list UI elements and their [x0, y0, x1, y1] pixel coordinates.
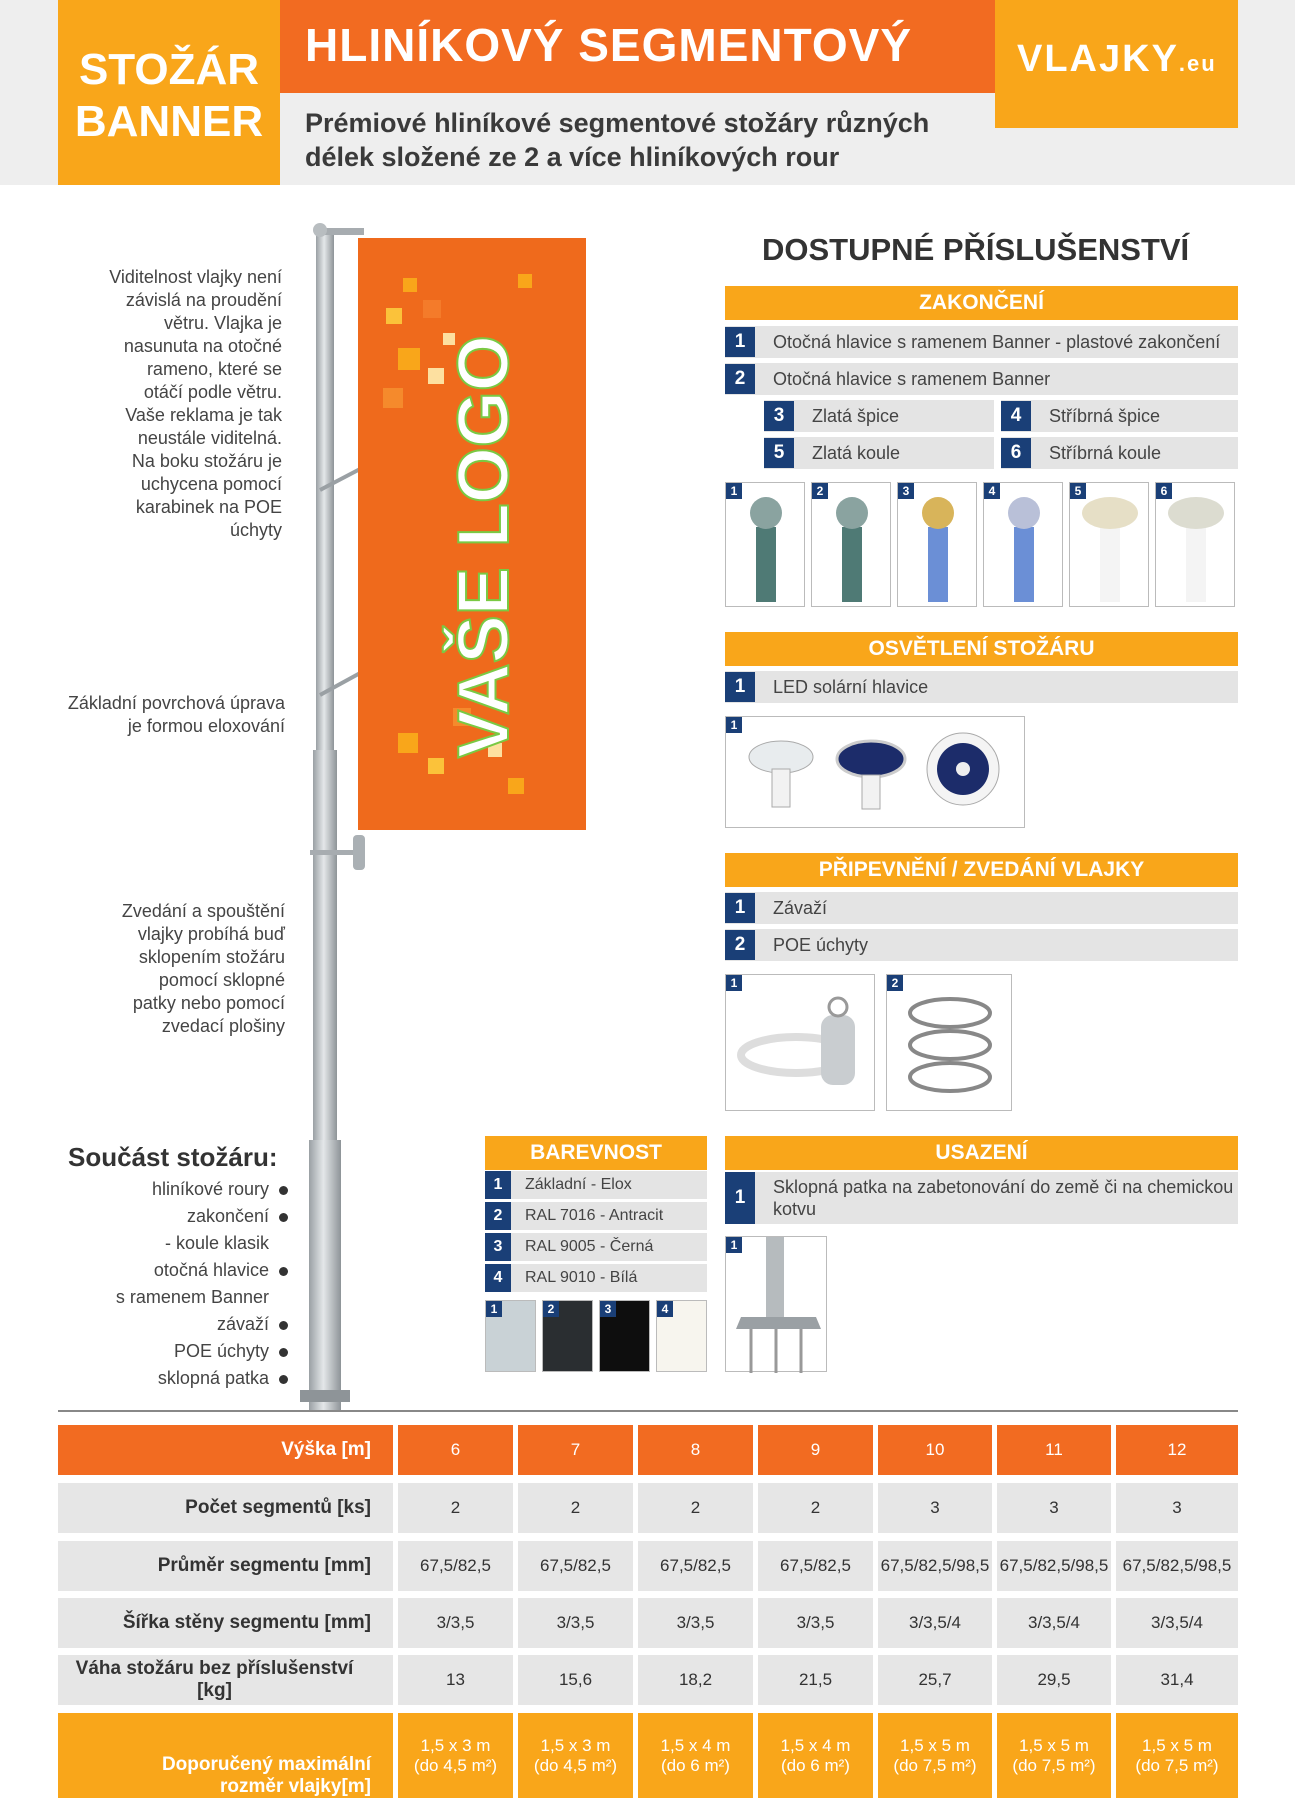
item-label: RAL 9010 - Bílá [525, 1269, 638, 1286]
item-number: 2 [485, 1202, 511, 1230]
bullet-icon [279, 1267, 288, 1276]
zakonceni-item-1 [725, 326, 1238, 358]
item-number: 2 [725, 364, 755, 394]
barevnost-header: BAREVNOST [485, 1136, 707, 1170]
color-swatch-2 [542, 1300, 593, 1372]
parts-item-label: zakončení [186, 1206, 269, 1226]
table-cell: 3/3,5 [758, 1598, 873, 1648]
thumb-number: 4 [657, 1301, 673, 1317]
color-swatch-4 [656, 1300, 707, 1372]
note-line: úchyty [229, 520, 282, 540]
table-header-height: 6 [398, 1425, 513, 1475]
thumb-number: 5 [1070, 483, 1086, 499]
finial-thumb-4 [983, 482, 1063, 607]
parts-item [60, 1257, 288, 1284]
table-cell-flagsize [638, 1713, 753, 1798]
bullet-icon [279, 1213, 288, 1222]
table-cell: 3/3,5 [398, 1598, 513, 1648]
barevnost-item-3 [485, 1233, 707, 1261]
parts-item-label: POE úchyty [173, 1341, 269, 1361]
finial-icon [984, 483, 1064, 608]
table-cell: 67,5/82,5 [758, 1541, 873, 1591]
thumb-number: 2 [887, 975, 903, 991]
led-thumbnail [725, 716, 1025, 828]
flag-size: 1,5 x 5 m [1142, 1735, 1212, 1755]
note-line: Viditelnost vlajky není [109, 267, 282, 287]
zakonceni-header: ZAKONČENÍ [725, 286, 1238, 320]
item-label: RAL 9005 - Černá [525, 1238, 654, 1255]
color-swatch-3 [599, 1300, 650, 1372]
pole-finial [313, 223, 327, 237]
item-number: 1 [725, 1172, 755, 1224]
item-number: 1 [725, 893, 755, 923]
flag-area: (do 7,5 m²) [1135, 1755, 1219, 1775]
weight-thumbnail [725, 974, 875, 1111]
item-number: 1 [725, 327, 755, 357]
item-number: 4 [485, 1264, 511, 1292]
flag-size: 1,5 x 4 m [660, 1735, 731, 1755]
finial-thumb-3 [897, 482, 977, 607]
note-line: závislá na proudění [125, 290, 282, 310]
color-swatches [485, 1300, 707, 1372]
table-cell-flagsize [1116, 1713, 1238, 1798]
divider [58, 1410, 1238, 1412]
thumb-number: 3 [898, 483, 914, 499]
thumb-number: 4 [984, 483, 1000, 499]
note-line: neustále viditelná. [137, 428, 282, 448]
finial-thumb-1 [725, 482, 805, 607]
item-label: Základní - Elox [525, 1176, 632, 1193]
parts-item [60, 1311, 288, 1338]
subtitle-line2: délek složené ze 2 a více hliníkových rour [305, 142, 840, 172]
zakonceni-item-6 [1001, 437, 1238, 469]
note-line: otáčí podle větru. [143, 382, 282, 402]
parts-item [60, 1203, 288, 1230]
parts-item-label: sklopná patka [157, 1368, 269, 1388]
pole-lower-segment [309, 1140, 341, 1410]
parts-item-label: otočná hlavice [153, 1260, 269, 1280]
finial-thumb-6 [1155, 482, 1235, 607]
flag-area: (do 4,5 m²) [413, 1755, 498, 1775]
pole-base [300, 1390, 350, 1402]
table-cell: 67,5/82,5/98,5 [1116, 1541, 1238, 1591]
flag-size: 1,5 x 5 m [900, 1735, 970, 1755]
bullet-icon [279, 1321, 288, 1330]
table-cell: 13 [398, 1655, 513, 1705]
table-cell-flagsize [398, 1713, 513, 1798]
item-label: Stříbrná špice [1049, 405, 1161, 426]
label-line2: rozměr vlajky[m] [219, 1776, 371, 1797]
table-cell: 18,2 [638, 1655, 753, 1705]
note-finish [40, 692, 285, 738]
table-cell: 3/3,5/4 [997, 1598, 1111, 1648]
thumb-number: 1 [726, 975, 742, 991]
flag-size: 1,5 x 3 m [420, 1735, 491, 1755]
table-cell: 67,5/82,5/98,5 [997, 1541, 1111, 1591]
bullet-icon [279, 1375, 288, 1384]
zakonceni-item-4 [1001, 400, 1238, 432]
finial-icon [726, 483, 806, 608]
flag-size: 1,5 x 5 m [1019, 1735, 1089, 1755]
accessories-title: DOSTUPNÉ PŘÍSLUŠENSTVÍ [762, 232, 1190, 267]
parts-item-label: závaží [216, 1314, 269, 1334]
finial-icon [812, 483, 892, 608]
note-visibility [60, 266, 282, 542]
item-label: LED solární hlavice [773, 676, 929, 697]
finial-icon [1070, 483, 1150, 608]
page-subtitle [305, 106, 929, 174]
item-number: 2 [725, 930, 755, 960]
note-line: Základní povrchová úprava [67, 693, 285, 713]
zakonceni-item-3 [764, 400, 994, 432]
parts-item-label: hliníkové roury [151, 1179, 269, 1199]
note-line: Na boku stožáru je [131, 451, 282, 471]
flag-text: VAŠE LOGO [444, 335, 524, 758]
flag-area: (do 4,5 m²) [533, 1755, 618, 1775]
note-line: Zvedání a spouštění [121, 901, 285, 921]
item-label: Zlatá špice [812, 405, 900, 426]
item-label: Otočná hlavice s ramenem Banner - plastové zakončení [773, 331, 1221, 352]
bullet-icon [279, 1186, 288, 1195]
specs-table [58, 1425, 1238, 1800]
parts-list [60, 1176, 288, 1392]
table-row-label: Šířka stěny segmentu [mm] [58, 1598, 393, 1648]
table-row-label: Průměr segmentu [mm] [58, 1541, 393, 1591]
parts-item [60, 1230, 288, 1257]
thumb-number: 1 [486, 1301, 502, 1317]
pripevneni-header: PŘIPEVNĚNÍ / ZVEDÁNÍ VLAJKY [725, 853, 1238, 887]
note-line: karabinek na POE [135, 497, 282, 517]
item-number: 4 [1001, 401, 1031, 431]
item-number: 3 [764, 401, 794, 431]
table-cell-flagsize [758, 1713, 873, 1798]
hinged-base-icon [726, 1237, 828, 1373]
zakonceni-item-5 [764, 437, 994, 469]
product-type-line1: STOŽÁR [78, 45, 260, 94]
parts-item-label: s ramenem Banner [115, 1287, 269, 1307]
table-cell: 3 [997, 1483, 1111, 1533]
table-cell: 25,7 [878, 1655, 992, 1705]
table-cell: 2 [638, 1483, 753, 1533]
barevnost-item-2 [485, 1202, 707, 1230]
pripevneni-item-1 [725, 892, 1238, 924]
parts-item [60, 1176, 288, 1203]
table-cell: 67,5/82,5 [518, 1541, 633, 1591]
table-cell: 67,5/82,5 [398, 1541, 513, 1591]
table-cell: 15,6 [518, 1655, 633, 1705]
table-cell-flagsize [878, 1713, 992, 1798]
table-header-height: 9 [758, 1425, 873, 1475]
note-line: sklopením stožáru [138, 947, 285, 967]
thumb-number: 6 [1156, 483, 1172, 499]
item-number: 6 [1001, 438, 1031, 468]
note-line: nasunuta na otočné [123, 336, 282, 356]
flag-size: 1,5 x 4 m [780, 1735, 851, 1755]
zakonceni-item-2 [725, 363, 1238, 395]
flag-area: (do 7,5 m²) [1012, 1755, 1096, 1775]
note-line: Vaše reklama je tak [125, 405, 282, 425]
table-row-label: Váha stožáru bez příslušenství [kg] [58, 1655, 393, 1705]
note-line: uchycena pomocí [140, 474, 282, 494]
flag-size: 1,5 x 3 m [540, 1735, 611, 1755]
parts-item [60, 1338, 288, 1365]
pripevneni-item-2 [725, 929, 1238, 961]
flag-area: (do 7,5 m²) [893, 1755, 977, 1775]
table-cell-flagsize [997, 1713, 1111, 1798]
table-cell: 3/3,5/4 [878, 1598, 992, 1648]
poe-rings-icon [887, 975, 1013, 1112]
finial-thumb-2 [811, 482, 891, 607]
note-line: větru. Vlajka je [163, 313, 282, 333]
item-number: 1 [725, 672, 755, 702]
table-cell: 2 [758, 1483, 873, 1533]
note-line: zvedací plošiny [161, 1016, 285, 1036]
osvetleni-header: OSVĚTLENÍ STOŽÁRU [725, 632, 1238, 666]
bullet-icon [279, 1348, 288, 1357]
table-header-height: 7 [518, 1425, 633, 1475]
brand-logo [995, 0, 1238, 128]
table-cell: 3/3,5 [638, 1598, 753, 1648]
logo-suffix: .eu [1178, 51, 1217, 76]
table-cell: 31,4 [1116, 1655, 1238, 1705]
pole-middle-segment [313, 750, 337, 1190]
poe-thumbnail [886, 974, 1012, 1111]
thumb-number: 3 [600, 1301, 616, 1317]
item-label: Otočná hlavice s ramenem Banner [773, 368, 1051, 389]
parts-item-label: - koule klasik [164, 1233, 269, 1253]
thumb-number: 1 [726, 483, 742, 499]
parts-item [60, 1284, 288, 1311]
item-number: 3 [485, 1233, 511, 1261]
table-header-height: 12 [1116, 1425, 1238, 1475]
weight-icon [726, 975, 876, 1112]
note-line: patky nebo pomocí [132, 993, 285, 1013]
thumb-number: 1 [726, 717, 742, 733]
table-cell: 29,5 [997, 1655, 1111, 1705]
table-cell: 3/3,5 [518, 1598, 633, 1648]
weight-arm [310, 850, 354, 855]
note-line: pomocí sklopné [158, 970, 285, 990]
table-header-label: Výška [m] [58, 1425, 393, 1475]
table-cell: 3 [878, 1483, 992, 1533]
table-cell: 3 [1116, 1483, 1238, 1533]
parts-title: Součást stožáru: [68, 1142, 278, 1172]
item-label: RAL 7016 - Antracit [525, 1207, 664, 1224]
table-cell: 67,5/82,5 [638, 1541, 753, 1591]
color-swatch-1 [485, 1300, 536, 1372]
osvetleni-item-1 [725, 671, 1238, 703]
subtitle-line1: Prémiové hliníkové segmentové stožáry různých [305, 108, 930, 138]
table-row-label-flagsize [58, 1713, 393, 1798]
item-label: POE úchyty [773, 934, 869, 955]
item-label: Závaží [773, 897, 828, 918]
flag-banner [358, 238, 586, 830]
finial-thumb-5 [1069, 482, 1149, 607]
product-type-line2: BANNER [74, 97, 264, 146]
logo-text: VLAJKY [1017, 38, 1179, 80]
finial-icon [898, 483, 978, 608]
table-cell-flagsize [518, 1713, 633, 1798]
table-row-label: Počet segmentů [ks] [58, 1483, 393, 1533]
note-line: rameno, které se [146, 359, 282, 379]
finial-icon [1156, 483, 1236, 608]
solar-lamp-icon [726, 717, 1026, 829]
barevnost-list [485, 1171, 707, 1295]
item-label: Zlatá koule [812, 442, 901, 463]
usazeni-header: USAZENÍ [725, 1136, 1238, 1170]
table-cell: 2 [398, 1483, 513, 1533]
base-thumbnail [725, 1236, 827, 1372]
item-label: Sklopná patka na zabetonování do země či na chemickou kotvu [773, 1177, 1234, 1219]
barevnost-item-4 [485, 1264, 707, 1292]
barevnost-item-1 [485, 1171, 707, 1199]
table-cell: 2 [518, 1483, 633, 1533]
page-title: HLINÍKOVÝ SEGMENTOVÝ [305, 19, 913, 71]
table-header-height: 8 [638, 1425, 753, 1475]
weight [353, 835, 365, 870]
parts-item [60, 1365, 288, 1392]
thumb-number: 2 [543, 1301, 559, 1317]
item-number: 1 [485, 1171, 511, 1199]
finial-thumbnails [725, 482, 1238, 607]
item-label: Stříbrná koule [1049, 442, 1162, 463]
item-number: 5 [764, 438, 794, 468]
table-cell: 21,5 [758, 1655, 873, 1705]
usazeni-item-1 [725, 1172, 1238, 1224]
table-header-height: 11 [997, 1425, 1111, 1475]
note-raising [60, 900, 285, 1038]
product-type-box [58, 0, 280, 185]
note-line: je formou eloxování [127, 716, 285, 736]
note-line: vlajky probíhá buď [137, 924, 285, 944]
thumb-number: 2 [812, 483, 828, 499]
thumb-number: 1 [726, 1237, 742, 1253]
table-header-height: 10 [878, 1425, 992, 1475]
flag-area: (do 6 m²) [781, 1755, 850, 1775]
label-line1: Doporučený maximální [161, 1754, 371, 1775]
flag-area: (do 6 m²) [661, 1755, 730, 1775]
table-cell: 67,5/82,5/98,5 [878, 1541, 992, 1591]
table-cell: 3/3,5/4 [1116, 1598, 1238, 1648]
